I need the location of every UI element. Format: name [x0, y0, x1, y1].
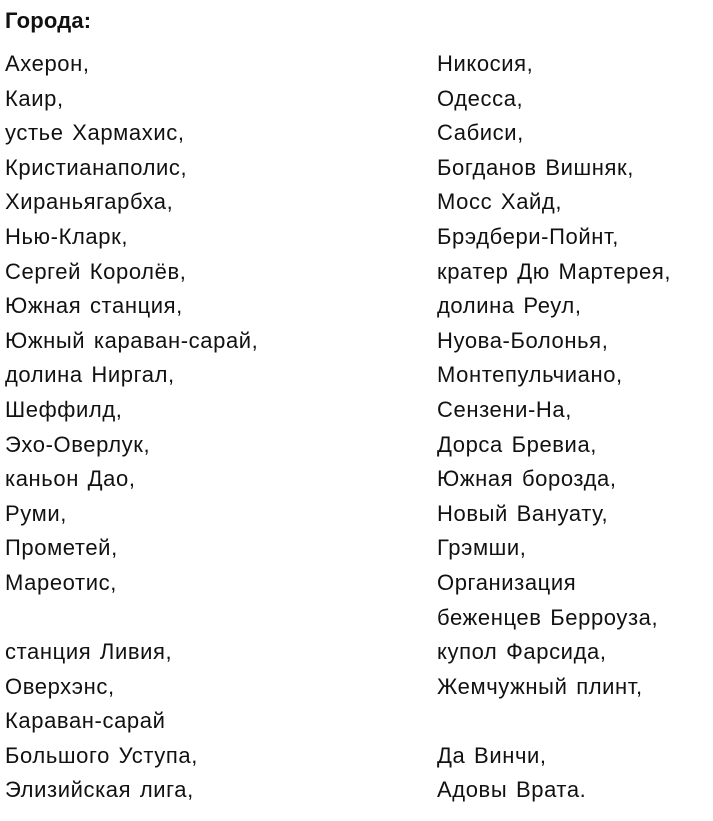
city-list-item: Одесса, — [437, 85, 524, 111]
city-list-right — [437, 47, 671, 808]
city-list-left — [5, 47, 258, 808]
city-list-item: Новый Вануату, — [437, 500, 609, 526]
section-heading: Города: — [5, 8, 92, 33]
city-list-item: Ахерон, — [5, 51, 90, 76]
city-list-item: Эхо-Оверлук, — [5, 431, 151, 457]
city-list-item: Сензени-На, — [437, 396, 572, 422]
city-list-item: станция Ливия, — [5, 639, 173, 665]
city-list-item: Монтепульчиано, — [437, 362, 623, 388]
city-list-item: Нуова-Болонья, — [437, 327, 609, 353]
city-list-item: Каир, — [5, 85, 64, 111]
city-list-item: устье Хармахис, — [5, 120, 185, 146]
city-list-item: Шеффилд, — [5, 396, 123, 422]
city-list-item: кратер Дю Мартерея, — [437, 258, 672, 284]
city-list-item: Сабиси, — [437, 120, 524, 146]
city-list-item: Адовы Врата. — [437, 777, 587, 803]
city-list-item: Нью-Кларк, — [5, 223, 129, 249]
city-list-item: Кристианаполис, — [5, 154, 188, 180]
city-list-item: Жемчужный плинт, — [437, 673, 643, 699]
city-list-item: Грэмши, — [437, 535, 527, 561]
city-list-item: Руми, — [5, 500, 67, 526]
city-list-item — [437, 704, 671, 739]
city-list-item — [5, 601, 258, 636]
city-list-item: Оверхэнс, — [5, 673, 115, 699]
city-list-item: Элизийская лига, — [5, 777, 194, 803]
city-list-item: Караван-сарай — [5, 708, 166, 734]
city-list-item: Прометей, — [5, 535, 118, 561]
city-list-item: долина Реул, — [437, 293, 582, 319]
city-list-item: Южная станция, — [5, 293, 183, 319]
city-list-item: Мосс Хайд, — [437, 189, 563, 215]
city-list-item: Южный караван-сарай, — [5, 327, 259, 353]
city-list-item: Сергей Королёв, — [5, 258, 187, 284]
city-list-item: Брэдбери-Пойнт, — [437, 223, 619, 249]
city-list-item: Дорса Бревиа, — [437, 431, 597, 457]
city-list-item: Организация — [437, 569, 577, 595]
city-list-item: Богданов Вишняк, — [437, 154, 634, 180]
city-list-item: Да Винчи, — [437, 742, 547, 768]
city-list-item: Хираньягарбха, — [5, 189, 174, 215]
city-list-item: Никосия, — [437, 51, 534, 76]
city-list-item: Южная борозда, — [437, 466, 617, 492]
city-list-item: долина Ниргал, — [5, 362, 175, 388]
city-list-item: купол Фарсида, — [437, 639, 607, 665]
city-list-item: беженцев Берроуза, — [437, 604, 659, 630]
city-list-item: каньон Дао, — [5, 466, 136, 492]
city-list-item: Мареотис, — [5, 569, 117, 595]
city-list-item: Большого Уступа, — [5, 742, 198, 768]
